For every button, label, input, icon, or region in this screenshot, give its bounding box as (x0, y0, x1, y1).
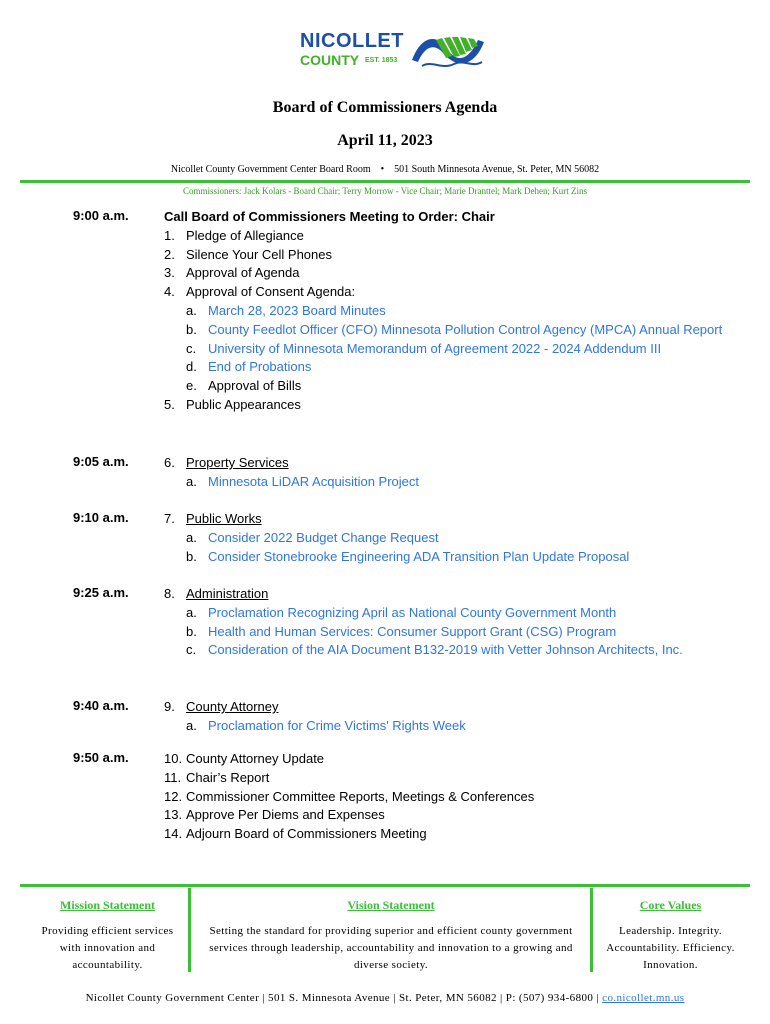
agenda-item (164, 246, 724, 265)
item-letter: a. (186, 604, 197, 620)
item-text: Adjourn Board of Commissioners Meeting (186, 826, 427, 842)
agenda-items (164, 454, 724, 492)
column-separator (590, 888, 593, 972)
sub-item-link[interactable]: Health and Human Services: Consumer Support Grant (CSG) Program (208, 623, 617, 639)
section-title: County Attorney (186, 699, 279, 714)
vision-heading: Vision Statement (347, 898, 435, 912)
item-number: 2. (164, 246, 175, 262)
section-title: Public Works (186, 511, 262, 526)
agenda-items (164, 208, 724, 415)
time-label: 9:05 a.m. (73, 454, 129, 469)
item-letter: d. (186, 359, 197, 375)
item-number: 7. (164, 511, 175, 526)
sub-item-link[interactable]: Consider 2022 Budget Change Request (208, 529, 439, 545)
logo-wave-icon (408, 32, 488, 72)
column-separator (188, 888, 191, 972)
item-text: Public Appearances (186, 396, 301, 412)
footer-website-link[interactable]: co.nicollet.mn.us (602, 992, 685, 1004)
sub-item (164, 548, 724, 567)
sub-item (164, 717, 724, 736)
item-letter: a. (186, 529, 197, 545)
meeting-location (0, 164, 770, 175)
item-letter: c. (186, 642, 197, 658)
agenda-date: April 11, 2023 (337, 132, 433, 149)
agenda-item (164, 750, 724, 769)
mission-statement (30, 898, 185, 974)
consent-item (164, 302, 724, 321)
consent-link-umn-agreement[interactable]: University of Minnesota Memorandum of Agreement 2022 - 2024 Addendum III (208, 340, 662, 356)
agenda-item (164, 264, 724, 283)
item-text: County Attorney Update (186, 751, 325, 766)
header-divider (20, 180, 750, 183)
sub-item-link[interactable]: Minnesota LiDAR Acquisition Project (208, 473, 419, 489)
item-letter: c. (186, 340, 197, 356)
agenda-items (164, 750, 724, 844)
commissioners-list: Commissioners: Jack Kolars - Board Chair; Terry Morrow - Vice Chair; Marie Dranttel; Mark Dehen; Kurt Zins (183, 186, 587, 196)
time-label: 9:25 a.m. (73, 585, 129, 600)
item-number: 9. (164, 699, 175, 714)
sub-item (164, 623, 724, 642)
mission-divider (20, 884, 750, 887)
logo-name-line1: NICOLLET (300, 30, 404, 52)
sub-item (164, 473, 724, 492)
item-text: Commissioner Committee Reports, Meetings & Conferences (186, 788, 535, 804)
agenda-item (164, 396, 724, 415)
logo-established: EST. 1853 (365, 57, 398, 64)
time-label: 9:10 a.m. (73, 510, 129, 525)
item-number: 6. (164, 455, 175, 470)
item-number: 11. (164, 769, 182, 785)
item-letter: b. (186, 321, 197, 337)
consent-item (164, 377, 724, 396)
item-number: 8. (164, 586, 175, 601)
section-title: Property Services (186, 455, 289, 470)
agenda-item (164, 510, 724, 529)
item-letter: a. (186, 717, 197, 733)
item-letter: b. (186, 548, 197, 564)
item-number: 13. (164, 807, 183, 823)
consent-item (164, 321, 724, 340)
sub-item (164, 529, 724, 548)
sub-item-link[interactable]: Proclamation for Crime Victims' Rights Week (208, 717, 466, 733)
agenda-item (164, 825, 724, 844)
mission-text: Providing efficient services with innovation and accountability. (41, 925, 174, 971)
item-number: 10. (164, 751, 183, 766)
item-text: Pledge of Allegiance (186, 227, 304, 243)
agenda-item (164, 227, 724, 246)
location-address: 501 South Minnesota Avenue, St. Peter, MN 56082 (394, 164, 600, 175)
time-label: 9:50 a.m. (73, 750, 129, 765)
values-heading: Core Values (639, 898, 702, 912)
sub-item-link[interactable]: Consider Stonebrooke Engineering ADA Transition Plan Update Proposal (208, 548, 630, 564)
consent-link-minutes[interactable]: March 28, 2023 Board Minutes (208, 302, 386, 318)
item-number: 4. (164, 284, 175, 300)
page-footer (0, 992, 770, 1004)
agenda-item (164, 769, 724, 788)
footer-contact: Nicollet County Government Center | 501 S. Minnesota Avenue | St. Peter, MN 56082 | P: (507) 934-6800 | (85, 992, 600, 1004)
sub-item-link[interactable]: Proclamation Recognizing April as National County Government Month (208, 604, 617, 620)
consent-link-probations[interactable]: End of Probations (208, 359, 312, 375)
item-number: 3. (164, 265, 175, 281)
location-room: Nicollet County Government Center Board Room (170, 164, 371, 175)
bullet-separator: • (380, 164, 385, 175)
item-number: 14. (164, 826, 183, 842)
item-letter: b. (186, 623, 197, 639)
item-text: Approve Per Diems and Expenses (186, 807, 385, 823)
agenda-item (164, 283, 724, 302)
time-label: 9:40 a.m. (73, 698, 129, 713)
item-text: Chair’s Report (186, 769, 270, 785)
agenda-items (164, 510, 724, 566)
item-number: 1. (164, 227, 175, 243)
core-values (598, 898, 743, 974)
call-to-order-heading: Call Board of Commissioners Meeting to Order: Chair (164, 209, 495, 224)
time-label: 9:00 a.m. (73, 208, 129, 223)
item-text: Approval of Consent Agenda: (186, 284, 356, 300)
consent-item (164, 340, 724, 359)
sub-item (164, 641, 724, 660)
agenda-items (164, 698, 724, 736)
consent-text-bills: Approval of Bills (208, 378, 302, 394)
consent-link-feedlot-report[interactable]: County Feedlot Officer (CFO) Minnesota Pollution Control Agency (MPCA) Annual Report (208, 321, 723, 337)
agenda-item (164, 788, 724, 807)
item-number: 5. (164, 396, 175, 412)
item-text: Silence Your Cell Phones (186, 246, 332, 262)
agenda-item (164, 806, 724, 825)
mission-heading: Mission Statement (60, 898, 155, 912)
agenda-item (164, 454, 724, 473)
item-letter: e. (186, 378, 197, 394)
sub-item (164, 604, 724, 623)
agenda-item (164, 585, 724, 604)
item-letter: a. (186, 302, 197, 318)
agenda-item (164, 698, 724, 717)
vision-text: Setting the standard for providing superior and efficient county government services through leadership, accountability and innovation to a growing and diverse society. (209, 925, 573, 971)
agenda-items (164, 585, 724, 660)
item-number: 12. (164, 788, 183, 804)
item-text: Approval of Agenda (186, 265, 300, 281)
values-text: Leadership. Integrity. Accountability. Efficiency. Innovation. (606, 925, 735, 971)
logo-name-line2: COUNTY (300, 52, 360, 68)
agenda-title: Board of Commissioners Agenda (272, 99, 498, 116)
section-title: Administration (186, 586, 269, 601)
county-logo (300, 30, 495, 75)
sub-item-link[interactable]: Consideration of the AIA Document B132-2019 with Vetter Johnson Architects, Inc. (208, 642, 683, 658)
item-letter: a. (186, 473, 197, 489)
consent-item (164, 358, 724, 377)
vision-statement (196, 898, 586, 974)
